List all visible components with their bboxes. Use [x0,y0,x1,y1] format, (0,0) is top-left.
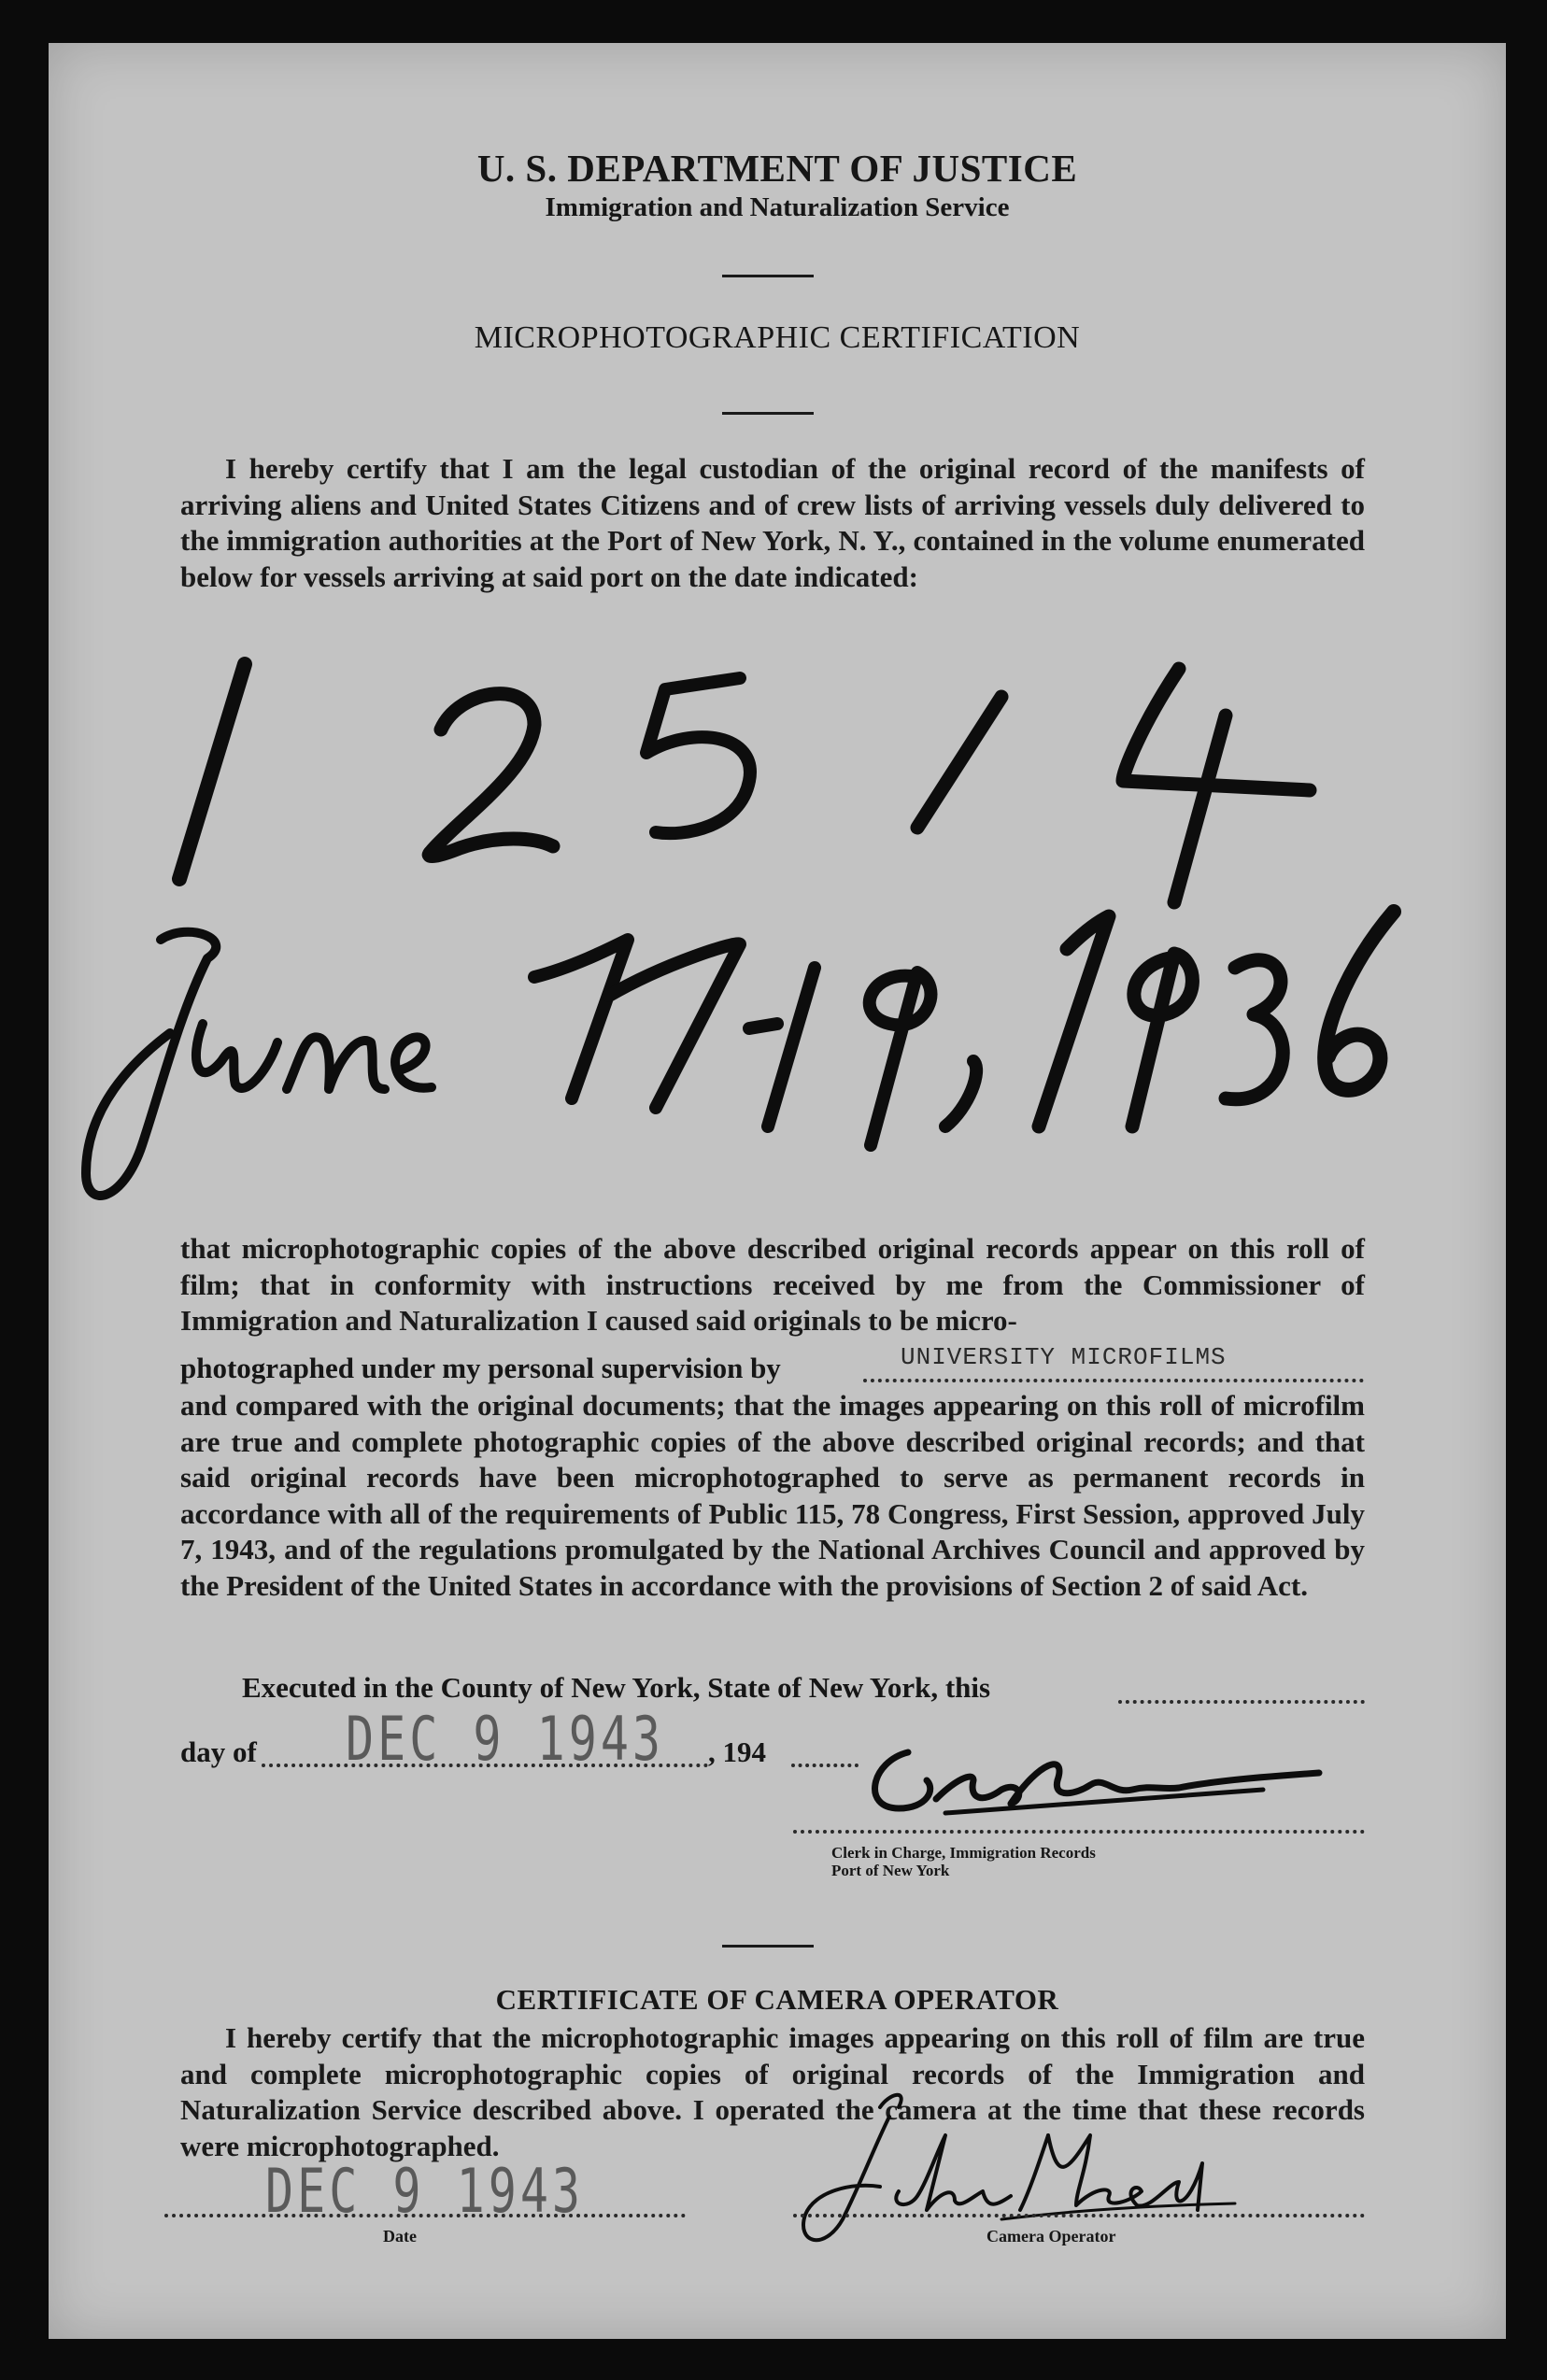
divider [722,275,814,277]
camera-section-title: CERTIFICATE OF CAMERA OPERATOR [495,1983,1059,2016]
date-stamp-2: DEC 9 1943 [265,2156,585,2227]
clerk-title-line-2: Port of New York [831,1862,950,1879]
handwritten-volume-and-dates [49,622,1506,1220]
clerk-signature [833,1724,1356,1836]
date-stamp-1: DEC 9 1943 [346,1704,665,1775]
microfilm-company: UNIVERSITY MICROFILMS [901,1343,1227,1371]
company-fill-line [863,1379,1364,1382]
camera-paragraph: I hereby certify that the microphotographic images appearing on this roll of film are true and complete microphotographic copies of original records of the Immigration and Naturalization Service described above. I operated the camera at the time that these records were microphotographed. [180,2021,1365,2162]
intro-paragraph: I hereby certify that I am the legal custodian of the original record of the manifests of arriving aliens and United States Citizens and of crew lists of arriving vessels duly delivered to the immigration authorities at the Port of New York, N. Y., contained in the volume enumerated below for vessels arriving at said port on the date indicated: [180,452,1365,593]
camera-operator-label: Camera Operator [986,2227,1116,2245]
department-heading: U. S. DEPARTMENT OF JUSTICE [476,147,1078,190]
body-paragraph-1: that microphotographic copies of the above described original records appear on this roll of film; that in conformity with instructions received by me from the Commissioner of Immigration and Naturalization I caused said originals to be micro- [180,1232,1365,1337]
camera-signature-line [793,2214,1365,2217]
clerk-title-line-1: Clerk in Charge, Immigration Records [831,1844,1096,1862]
body-paragraph-2: and compared with the original documents; that the images appearing on this roll of microfilm are true and complete photographic copies of the above described original records; and that said original records have been microphotographed to serve as permanent records in accordance with all of the requirements of Public 115, 78 Congress, First Session, approved July 7, 1943, and of the regulations promulgated by the National Archives Council and approved by the President of the United States in accordance with the provisions of Section 2 of said Act. [180,1389,1365,1602]
date-signature-line [164,2214,686,2217]
day-of-label: day of [180,1735,257,1768]
clerk-title [831,1844,1096,1879]
certification-title: MICROPHOTOGRAPHIC CERTIFICATION [474,320,1081,355]
executed-label: Executed in the County of New York, State of New York, this [242,1671,991,1704]
day-fill-line [1118,1700,1365,1704]
divider [722,412,814,415]
certificate-sheet [49,43,1506,2339]
year-prefix: , 194 [708,1735,766,1768]
service-subheading: Immigration and Naturalization Service [545,192,1010,222]
date-label: Date [383,2227,417,2245]
divider [722,1945,814,1948]
clerk-signature-line [793,1830,1365,1834]
supervision-label: photographed under my personal supervision by [180,1352,781,1384]
